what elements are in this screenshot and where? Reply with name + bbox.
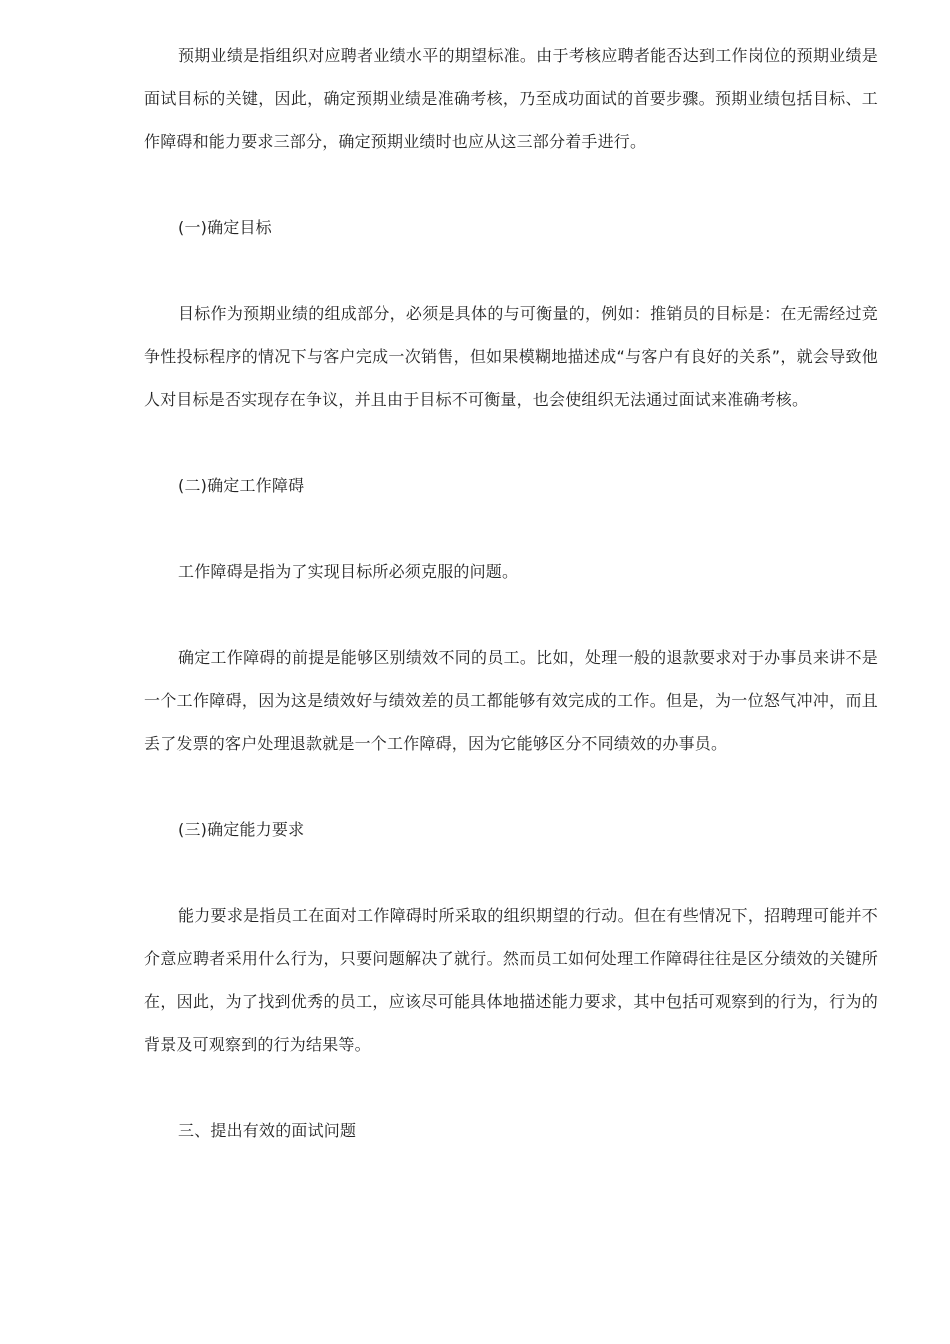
paragraph-expected-performance: 预期业绩是指组织对应聘者业绩水平的期望标准。由于考核应聘者能否达到工作岗位的预期业绩是面试目标的关键，因此，确定预期业绩是准确考核，乃至成功面试的首要步骤。预期业绩包括目标、工作障碍和能力要求三部分，确定预期业绩时也应从这三部分着手进行。 bbox=[144, 46, 878, 151]
paragraph-abilities: 能力要求是指员工在面对工作障碍时所采取的组织期望的行动。但在有些情况下，招聘理可能并不介意应聘者采用什么行为，只要问题解决了就行。然而员工如何处理工作障碍往往是区分绩效的关键所在，因此，为了找到优秀的员工，应该尽可能具体地描述能力要求，其中包括可观察到的行为，行为的背景及可观察到的行为结果等。 bbox=[144, 906, 878, 1054]
paragraph-spacer bbox=[144, 421, 878, 464]
heading-determine-abilities: (三)确定能力要求 bbox=[178, 820, 305, 839]
paragraph-spacer bbox=[144, 507, 878, 550]
paragraph-spacer bbox=[144, 765, 878, 808]
heading-effective-questions: 三、提出有效的面试问题 bbox=[178, 1121, 357, 1140]
heading-determine-obstacles: (二)确定工作障碍 bbox=[178, 476, 305, 495]
paragraph-goals: 目标作为预期业绩的组成部分，必须是具体的与可衡量的，例如：推销员的目标是：在无需经过竞争性投标程序的情况下与客户完成一次销售，但如果模糊地描述成“与客户有良好的关系”，就会导致他人对目标是否实现存在争议，并且由于目标不可衡量，也会使组织无法通过面试来准确考核。 bbox=[144, 304, 878, 409]
paragraph-spacer bbox=[144, 851, 878, 894]
document-page bbox=[144, 34, 878, 1152]
heading-determine-goals: (一)确定目标 bbox=[178, 218, 272, 237]
paragraph-obstacles-definition: 工作障碍是指为了实现目标所必须克服的问题。 bbox=[178, 562, 519, 581]
paragraph-spacer bbox=[144, 1066, 878, 1109]
paragraph-obstacles-premise: 确定工作障碍的前提是能够区别绩效不同的员工。比如，处理一般的退款要求对于办事员来讲不是一个工作障碍，因为这是绩效好与绩效差的员工都能够有效完成的工作。但是，为一位怒气冲冲，而且丢了发票的客户处理退款就是一个工作障碍，因为它能够区分不同绩效的办事员。 bbox=[144, 648, 878, 753]
paragraph-spacer bbox=[144, 249, 878, 292]
paragraph-spacer bbox=[144, 163, 878, 206]
paragraph-spacer bbox=[144, 593, 878, 636]
